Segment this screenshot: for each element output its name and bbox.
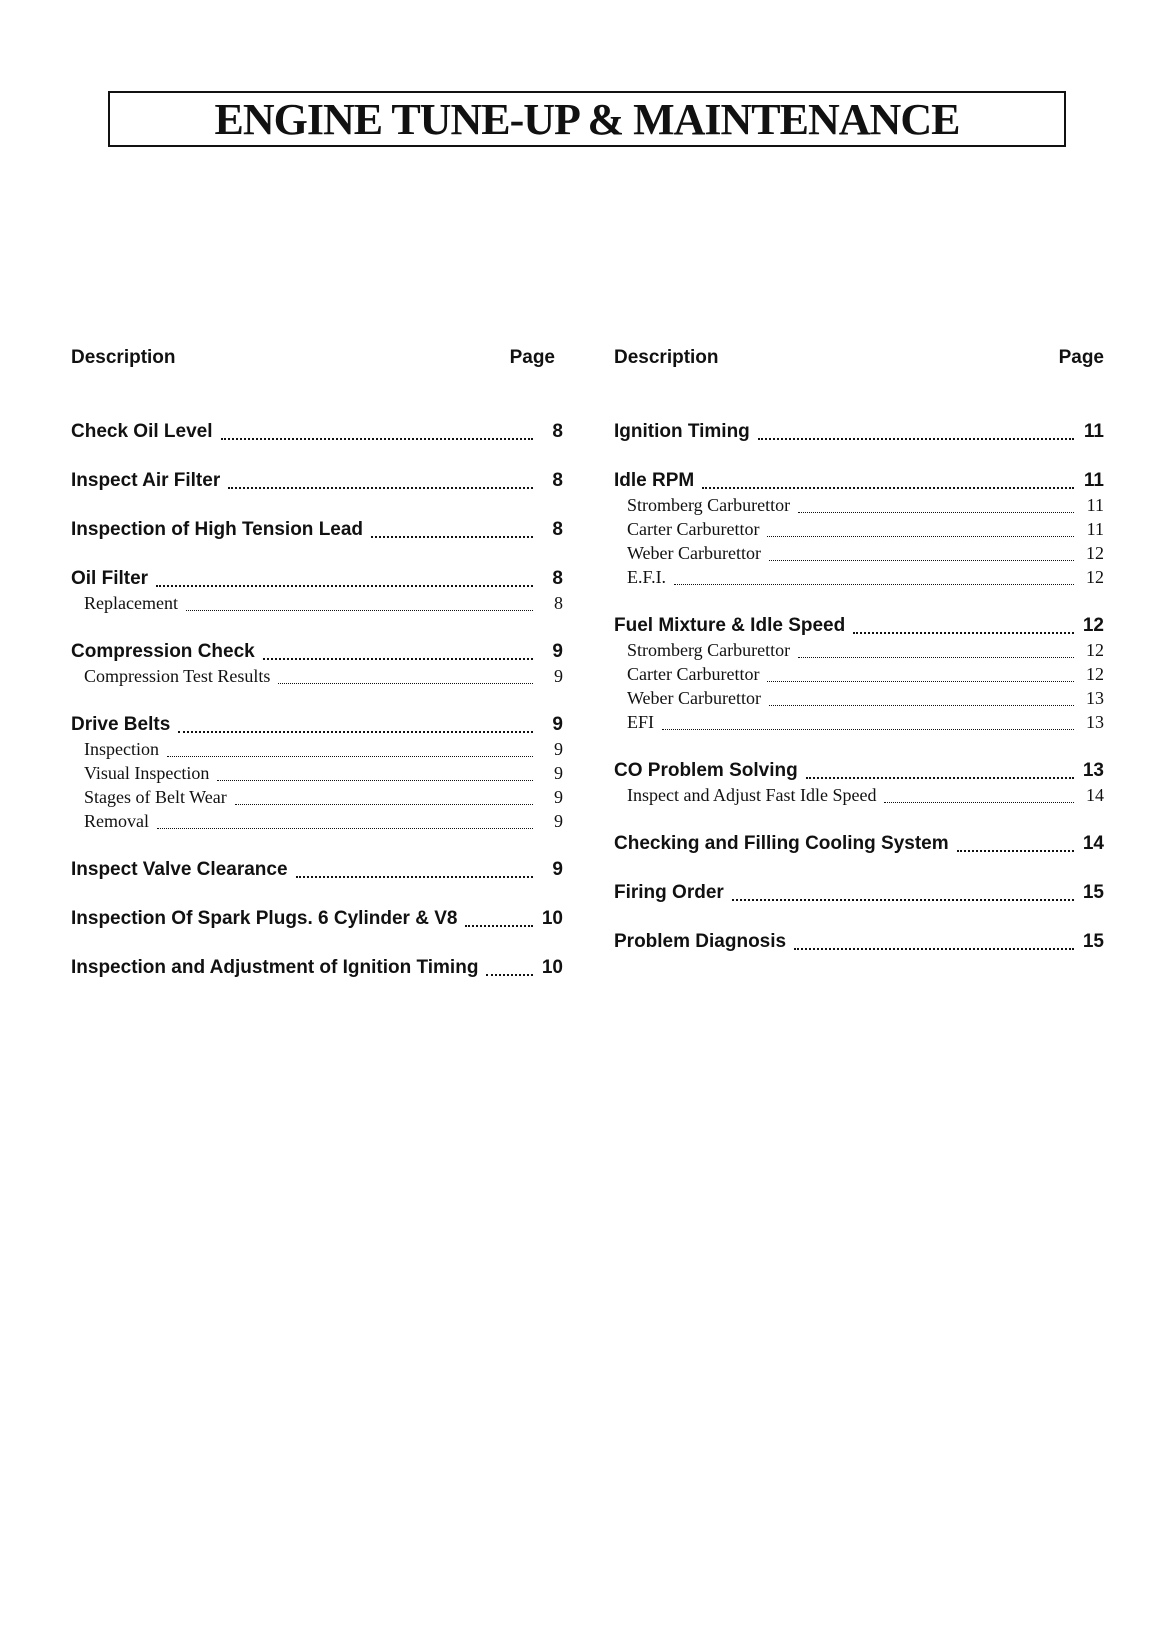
dot-leader [465,925,533,927]
page-header: Page [509,347,555,368]
toc-entry[interactable] [71,714,563,739]
dot-leader [221,438,533,440]
toc-subentry[interactable] [614,688,1104,712]
toc-entry[interactable] [71,519,563,544]
toc-subentry[interactable] [614,567,1104,591]
dot-leader [798,512,1074,513]
toc-subentry[interactable] [71,787,563,811]
dot-leader [235,804,533,805]
toc-entry[interactable] [614,470,1104,495]
dot-leader [156,585,533,587]
entry-label: Inspection and Adjustment of Ignition Timing [71,957,479,978]
page-number: 12 [1086,543,1104,563]
toc-entry[interactable] [614,421,1104,446]
page-number: 9 [552,859,563,880]
toc-section [614,833,1104,858]
dot-leader [371,536,533,538]
entry-label: Compression Check [71,641,255,662]
dot-leader [263,658,533,660]
entry-label: Weber Carburettor [627,688,761,708]
toc-subentry[interactable] [614,712,1104,736]
page-number: 8 [552,519,563,540]
entry-label: Problem Diagnosis [614,931,787,952]
page-number: 12 [1086,567,1104,587]
toc-section [71,641,563,690]
toc-entry[interactable] [614,882,1104,907]
toc-section [71,421,563,446]
toc-entry[interactable] [71,641,563,666]
dot-leader [767,681,1074,682]
page-number: 12 [1082,615,1104,636]
toc-subentry[interactable] [614,495,1104,519]
toc-section [71,957,563,982]
entry-label: Carter Carburettor [627,519,760,539]
entry-label: Inspect Valve Clearance [71,859,288,880]
page-number: 11 [1086,519,1104,539]
description-header: Description [71,347,176,368]
entry-label: Checking and Filling Cooling System [614,833,949,854]
toc-entry[interactable] [614,760,1104,785]
page-number: 13 [1086,712,1104,732]
toc-entry[interactable] [71,568,563,593]
toc-section [614,421,1104,446]
entry-label: Check Oil Level [71,421,213,442]
page-number: 10 [541,908,563,929]
description-header: Description [614,347,719,368]
page-number: 14 [1086,785,1104,805]
entry-label: Drive Belts [71,714,171,735]
toc-entry[interactable] [614,615,1104,640]
entry-label: Stages of Belt Wear [84,787,227,807]
page-number: 12 [1086,640,1104,660]
page-header: Page [1058,347,1104,368]
toc-subentry[interactable] [71,593,563,617]
entry-label: Fuel Mixture & Idle Speed [614,615,846,636]
page-number: 11 [1086,495,1104,515]
page-number: 12 [1086,664,1104,684]
toc-entries-left [71,421,563,982]
dot-leader [217,780,533,781]
page-number: 9 [552,641,563,662]
page-number: 9 [554,763,563,783]
toc-entry[interactable] [614,833,1104,858]
page-number: 9 [552,714,563,735]
dot-leader [167,756,533,757]
page-number: 8 [552,470,563,491]
page-number: 15 [1082,931,1104,952]
toc-section [614,470,1104,591]
page-number: 13 [1082,760,1104,781]
toc-column-right [614,347,1104,980]
entry-label: Compression Test Results [84,666,271,686]
dot-leader [702,487,1074,489]
dot-leader [794,948,1074,950]
dot-leader [674,584,1074,585]
entry-label: Firing Order [614,882,724,903]
toc-entry[interactable] [71,859,563,884]
entry-label: Carter Carburettor [627,664,760,684]
dot-leader [278,683,533,684]
entry-label: Removal [84,811,149,831]
toc-column-left [71,347,563,1006]
page-number: 8 [552,568,563,589]
column-header [71,347,563,373]
entry-label: E.F.I. [627,567,667,587]
page-number: 9 [554,666,563,686]
page-number: 9 [554,787,563,807]
toc-subentry[interactable] [71,763,563,787]
page-number: 14 [1082,833,1104,854]
toc-subentry[interactable] [614,519,1104,543]
toc-entries-right [614,421,1104,956]
entry-label: Inspect and Adjust Fast Idle Speed [627,785,877,805]
column-header [614,347,1104,373]
dot-leader [157,828,533,829]
toc-section [614,931,1104,956]
dot-leader [884,802,1074,803]
entry-label: Weber Carburettor [627,543,761,563]
toc-section [71,908,563,933]
toc-entry[interactable] [614,931,1104,956]
toc-entry[interactable] [71,421,563,446]
entry-label: Stromberg Carburettor [627,495,791,515]
toc-section [71,859,563,884]
entry-label: Idle RPM [614,470,695,491]
entry-label: Inspect Air Filter [71,470,221,491]
entry-label: Inspection Of Spark Plugs. 6 Cylinder & V8 [71,908,458,929]
page-number: 11 [1083,421,1104,442]
page-number: 8 [552,421,563,442]
toc-entry[interactable] [71,908,563,933]
entry-label: Ignition Timing [614,421,750,442]
toc-subentry[interactable] [71,739,563,763]
entry-label: Visual Inspection [84,763,210,783]
dot-leader [767,536,1074,537]
page-number: 9 [554,739,563,759]
page-number: 10 [541,957,563,978]
dot-leader [186,610,533,611]
dot-leader [486,974,533,976]
toc-section [71,470,563,495]
dot-leader [296,876,533,878]
page-number: 8 [554,593,563,613]
dot-leader [732,899,1074,901]
toc-section [614,760,1104,809]
toc-section [614,615,1104,736]
entry-label: Replacement [84,593,178,613]
dot-leader [758,438,1074,440]
toc-subentry[interactable] [614,640,1104,664]
toc-entry[interactable] [71,957,563,982]
toc-section [71,568,563,617]
toc-subentry[interactable] [614,785,1104,809]
entry-label: Inspection [84,739,159,759]
toc-section [71,714,563,835]
entry-label: Inspection of High Tension Lead [71,519,364,540]
toc-subentry[interactable] [71,811,563,835]
dot-leader [228,487,533,489]
dot-leader [957,850,1074,852]
dot-leader [806,777,1074,779]
page-number: 15 [1082,882,1104,903]
page-number: 9 [554,811,563,831]
dot-leader [769,705,1074,706]
dot-leader [662,729,1074,730]
entry-label: Oil Filter [71,568,149,589]
toc-section [71,519,563,544]
page-number: 11 [1083,470,1104,491]
page-number: 13 [1086,688,1104,708]
dot-leader [178,731,533,733]
toc-entry[interactable] [71,470,563,495]
toc-subentry[interactable] [614,543,1104,567]
title-box [108,91,1066,147]
dot-leader [798,657,1074,658]
toc-subentry[interactable] [614,664,1104,688]
toc-section [614,882,1104,907]
entry-label: CO Problem Solving [614,760,798,781]
dot-leader [769,560,1074,561]
entry-label: EFI [627,712,654,732]
dot-leader [853,632,1074,634]
page-title: ENGINE TUNE-UP & MAINTENANCE [214,94,960,144]
toc-subentry[interactable] [71,666,563,690]
entry-label: Stromberg Carburettor [627,640,791,660]
